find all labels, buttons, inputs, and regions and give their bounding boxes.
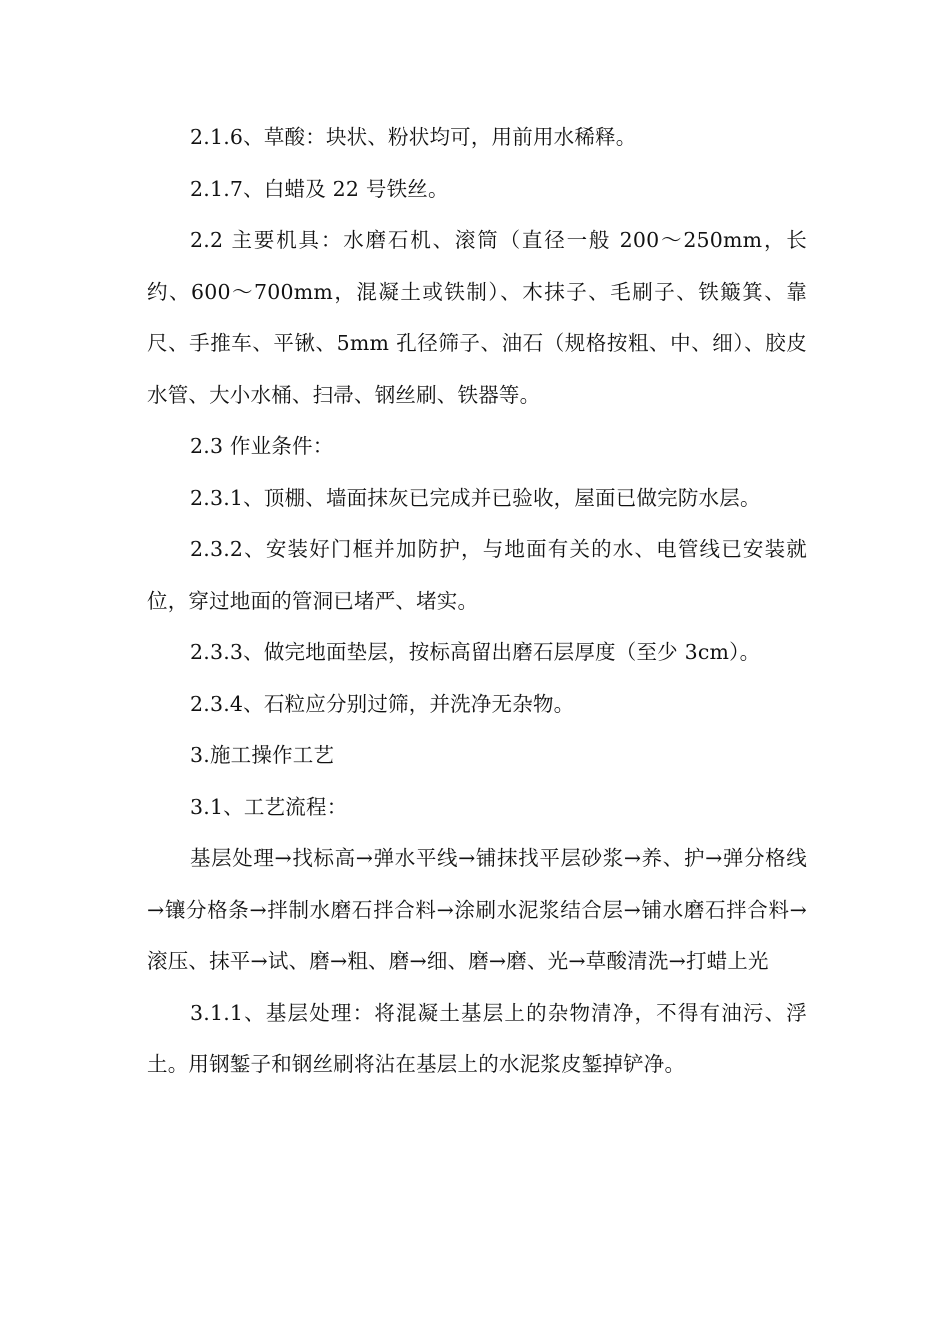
process-flow-paragraph: 基层处理→找标高→弹水平线→铺抹找平层砂浆→养、护→弹分格线→镶分格条→拌制水磨石拌合料→涂刷水泥浆结合层→铺水磨石拌合料→滚压、抹平→试、磨→粗、磨→细、磨→磨、光→草酸清洗→打蜡上光 bbox=[147, 846, 807, 973]
paragraph-3-1-heading: 3.1、工艺流程： bbox=[190, 794, 348, 819]
paragraph-2-1-7: 2.1.7、白蜡及 22 号铁丝。 bbox=[190, 176, 449, 201]
paragraph-2-3-1: 2.3.1、顶棚、墙面抹灰已完成并已验收，屋面已做完防水层。 bbox=[190, 485, 761, 510]
paragraph-2-3-3: 2.3.3、做完地面垫层，按标高留出磨石层厚度（至少 3cm）。 bbox=[190, 640, 761, 664]
paragraph-2-3-heading: 2.3 作业条件： bbox=[190, 434, 334, 458]
paragraph-2-1-6: 2.1.6、草酸：块状、粉状均可，用前用水稀释。 bbox=[190, 125, 637, 149]
paragraph-2-3-4: 2.3.4、石粒应分别过筛，并洗净无杂物。 bbox=[190, 691, 575, 716]
paragraph-2-2-main-tools: 2.2 主要机具：水磨石机、滚筒（直径一般 200～250mm，长约、600～700mm，混凝土或铁制）、木抹子、毛刷子、铁簸箕、靠尺、手推车、平锹、5mm 孔径筛子、油石（规格按粗、中、细）、胶皮水管、大小水桶、扫帚、钢丝刷、铁器等。 bbox=[147, 228, 807, 407]
paragraph-2-3-2: 2.3.2、安装好门框并加防护，与地面有关的水、电管线已安装就位，穿过地面的管洞已堵严、堵实。 bbox=[147, 537, 807, 613]
section-3-heading: 3.施工操作工艺 bbox=[190, 743, 335, 767]
document-body bbox=[147, 112, 807, 1091]
paragraph-3-1-1: 3.1.1、基层处理：将混凝土基层上的杂物清净，不得有油污、浮土。用钢錾子和钢丝刷将沾在基层上的水泥浆皮錾掉铲净。 bbox=[147, 1000, 807, 1076]
